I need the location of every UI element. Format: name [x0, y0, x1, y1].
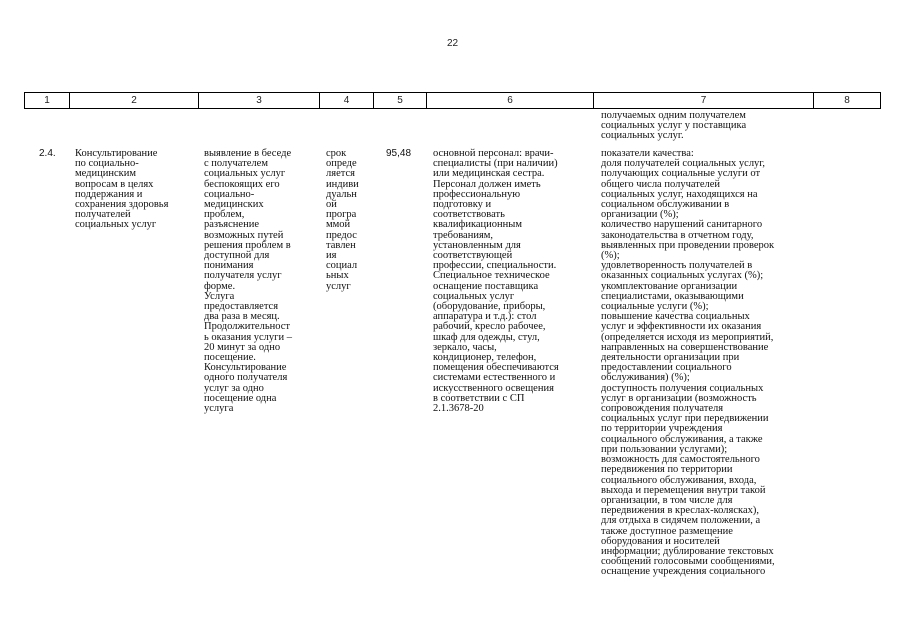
row-number: 2.4. — [39, 148, 56, 159]
column-number-header — [24, 92, 881, 109]
column-number-8: 8 — [814, 93, 881, 109]
service-description: выявление в беседе с получателем социальных услуг беспокоящих его социально- медицинских проблем, разъяснение возможных путей решения проблем в доступной для понимания получателя услуг форме. Услуга предоставляется два раза в месяц. Продолжительност ь оказания услуги – 20 минут за одно посещение. Консультирование одного получателя услуг за одно посещение одна услуга — [204, 148, 292, 415]
column-number-1: 1 — [25, 93, 70, 109]
column-number-2: 2 — [70, 93, 199, 109]
service-term: срок опреде ляется индиви дуальн ой програ ммой предос тавлен ия социал ьных услуг — [326, 148, 359, 292]
column-number-6: 6 — [427, 93, 594, 109]
page-number: 22 — [446, 38, 459, 49]
column-number-4: 4 — [320, 93, 374, 109]
column-number-3: 3 — [199, 93, 320, 109]
column-number-7: 7 — [594, 93, 814, 109]
quality-continuation-text: получаемых одним получателем социальных услуг у поставщика социальных услуг. — [601, 110, 747, 142]
column-number-5: 5 — [374, 93, 427, 109]
quality-indicators: показатели качества: доля получателей социальных услуг, получающих социальные услуги от общего числа получателей социальных услуг, находящихся на социальном обслуживании в организации (%); количество нарушений санитарного законодательства в отчетном году, выявленных при проведении проверок (%); удовлетворенность получателей в оказанных социальных услугах (%); укомплектование организации специалистами, оказывающими социальные услуги (%); повышение качества социальных услуг и эффективности их оказания (определяется исходя из мероприятий, направленных на совершенствование деятельности организации при предоставлении социального обслуживания) (%); доступность получения социальных услуг в организации (возможность сопровождения получателя социальных услуг при передвижении по территории учреждения социального обслуживания, а также при пользовании услугами); возможность для самостоятельного передвижения по территории социального обслуживания, входа, выхода и перемещения внутри такой организации, в том числе для передвижения в креслах-колясках), для отдыха в сидячем положении, а также доступное размещение оборудования и носителей информации; дублирование текстовых сообщений голосовыми сообщениями, оснащение учреждения социального — [601, 148, 775, 578]
service-tariff: 95,48 — [386, 148, 412, 159]
service-conditions: основной персонал: врачи- специалисты (при наличии) или медицинская сестра. Персонал должен иметь профессиональную подготовку и соответствовать квалификационным требованиям, установленным для соответствующей профессии, специальности. Специальное техническое оснащение поставщика социальных услуг (оборудование, приборы, аппаратура и т.д.): стол рабочий, кресло рабочее, шкаф для одежды, стул, зеркало, часы, кондиционер, телефон, помещения обеспечиваются системами естественного и искусственного освещения в соответствии с СП 2.1.3678-20 — [433, 148, 559, 415]
service-name: Консультирование по социально- медицинским вопросам в целях поддержания и сохранения здоровья получателей социальных услуг — [75, 148, 169, 231]
